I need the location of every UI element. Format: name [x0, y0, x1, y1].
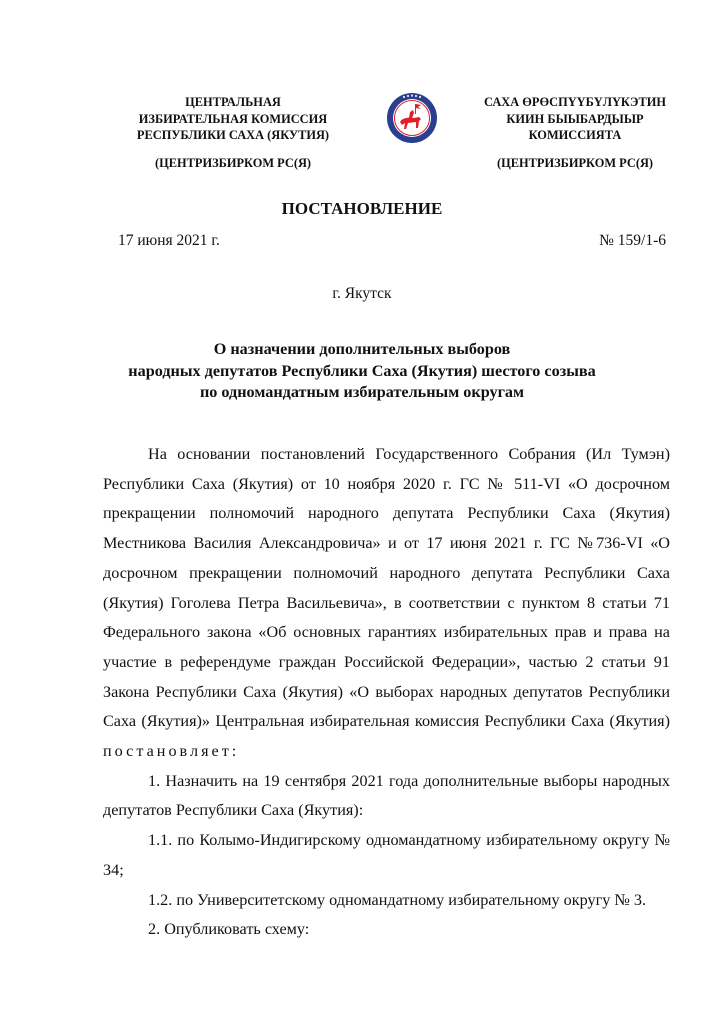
document-date: 17 июня 2021 г. — [118, 232, 220, 249]
header-line: КОМИССИЯТА — [528, 128, 622, 142]
header-line: КИИН БЫЫБАРДЫЫР — [506, 111, 644, 126]
header-line: ИЗБИРАТЕЛЬНАЯ КОМИССИЯ — [138, 111, 328, 126]
subject-line: О назначении дополнительных выборов — [213, 340, 511, 358]
item-paragraph: 1.2. по Университетскому одномандатному избирательному округу № 3. — [148, 890, 647, 909]
subject-line: народных депутатов Республики Саха (Якутия) шестого созыва — [128, 361, 596, 380]
header-line: САХА ӨРӨСПҮҮБҮЛҮКЭТИН — [484, 95, 666, 109]
resolves-text: постановляет: — [103, 742, 240, 761]
preamble-text: На основании постановлений Государственного Собрания (Ил Тумэн) Республики Саха (Якутия) от 10 ноября 2020 г. ГС № 511-VI «О досрочном прекращении полномочий народного депутата Республики Саха (Якутия) Местникова Василия Александровича» и от 17 июня 2021 г. ГС №736-VI «О досрочном прекращении полномочий народного депутата Республики Саха (Якутия) Гоголева Петра Васильевича», в соответствии с пунктом 8 статьи 71 Федерального закона «Об основных гарантиях избирательных прав и права на участие в референдуме граждан Российской Федерации», частью 2 статьи 91 Закона Республики Саха (Якутия) «О выборах народных депутатов Республики Саха (Якутия)» Центральная избирательная комиссия Республики Саха (Якутия) — [103, 445, 670, 731]
header-line: ЦЕНТРАЛЬНАЯ — [185, 95, 281, 109]
item-paragraph: 1.1. по Колымо-Индигирскому одномандатному избирательному округу № 34; — [103, 831, 670, 879]
commission-short-name: (ЦЕНТРИЗБИРКОМ РС(Я) — [496, 155, 654, 170]
header-line: РЕСПУБЛИКИ САХА (ЯКУТИЯ) — [136, 128, 330, 142]
yakutia-coat-of-arms-icon — [386, 92, 438, 144]
preamble-paragraph — [103, 440, 670, 767]
item-paragraph: 2. Опубликовать схему: — [148, 920, 310, 939]
document-number: № 159/1-6 — [599, 232, 666, 249]
document-body — [103, 440, 670, 945]
document-subject — [0, 339, 724, 404]
commission-short-name: (ЦЕНТРИЗБИРКОМ РС(Я) — [154, 155, 312, 170]
document-type: ПОСТАНОВЛЕНИЕ — [281, 199, 443, 218]
item-paragraph: 1. Назначить на 19 сентября 2021 года дополнительные выборы народных депутатов Республики Саха (Якутия): — [103, 771, 670, 820]
subject-line: по одномандатным избирательным округам — [199, 383, 525, 401]
document-city: г. Якутск — [332, 285, 392, 302]
commission-name-russian — [108, 94, 358, 171]
commission-name-yakut — [470, 94, 680, 171]
